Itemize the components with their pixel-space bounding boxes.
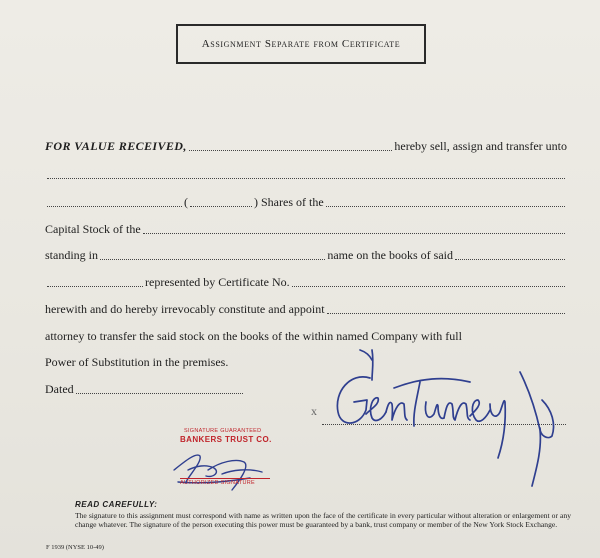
shares-of-the-label: ) Shares of the [254, 195, 324, 209]
transfer-unto-label: hereby sell, assign and transfer unto [394, 139, 567, 153]
read-carefully-heading: READ CAREFULLY: [75, 500, 158, 509]
attorney-transfer-text: attorney to transfer the said stock on the books of the within named Company with full [45, 329, 462, 343]
certificate-no-label: represented by Certificate No. [145, 275, 290, 289]
for-value-received-label: FOR VALUE RECEIVED, [45, 139, 187, 153]
power-of-substitution-text: Power of Substitution in the premises. [45, 355, 229, 369]
form-title: Assignment Separate from Certificate [201, 38, 401, 50]
signature-guaranteed-text: SIGNATURE GUARANTEED [184, 428, 262, 434]
authorized-signature-text: AUTHORIZED SIGNATURE [180, 478, 270, 486]
bankers-trust-text: BANKERS TRUST CO. [180, 435, 272, 444]
signature-x-mark: x [311, 404, 317, 418]
signature-guarantee-stamp [180, 428, 272, 486]
paren-open: ( [184, 195, 188, 209]
dated-label: Dated [45, 382, 74, 396]
capital-stock-label: Capital Stock of the [45, 222, 141, 236]
form-number: F 1939 (NYSE 10-49) [46, 544, 104, 551]
standing-in-label: standing in [45, 248, 98, 262]
appoint-label: herewith and do hereby irrevocably constitute and appoint [45, 302, 325, 316]
signature-notice-text: The signature to this assignment must correspond with name as written upon the face of the certificate in every particular without alteration or enlargement or any change whatever. The signature of the person executing this power must be guaranteed by a bank, trust company or member of the New York Stock Exchange. [75, 511, 571, 529]
name-on-books-label: name on the books of said [327, 248, 453, 262]
